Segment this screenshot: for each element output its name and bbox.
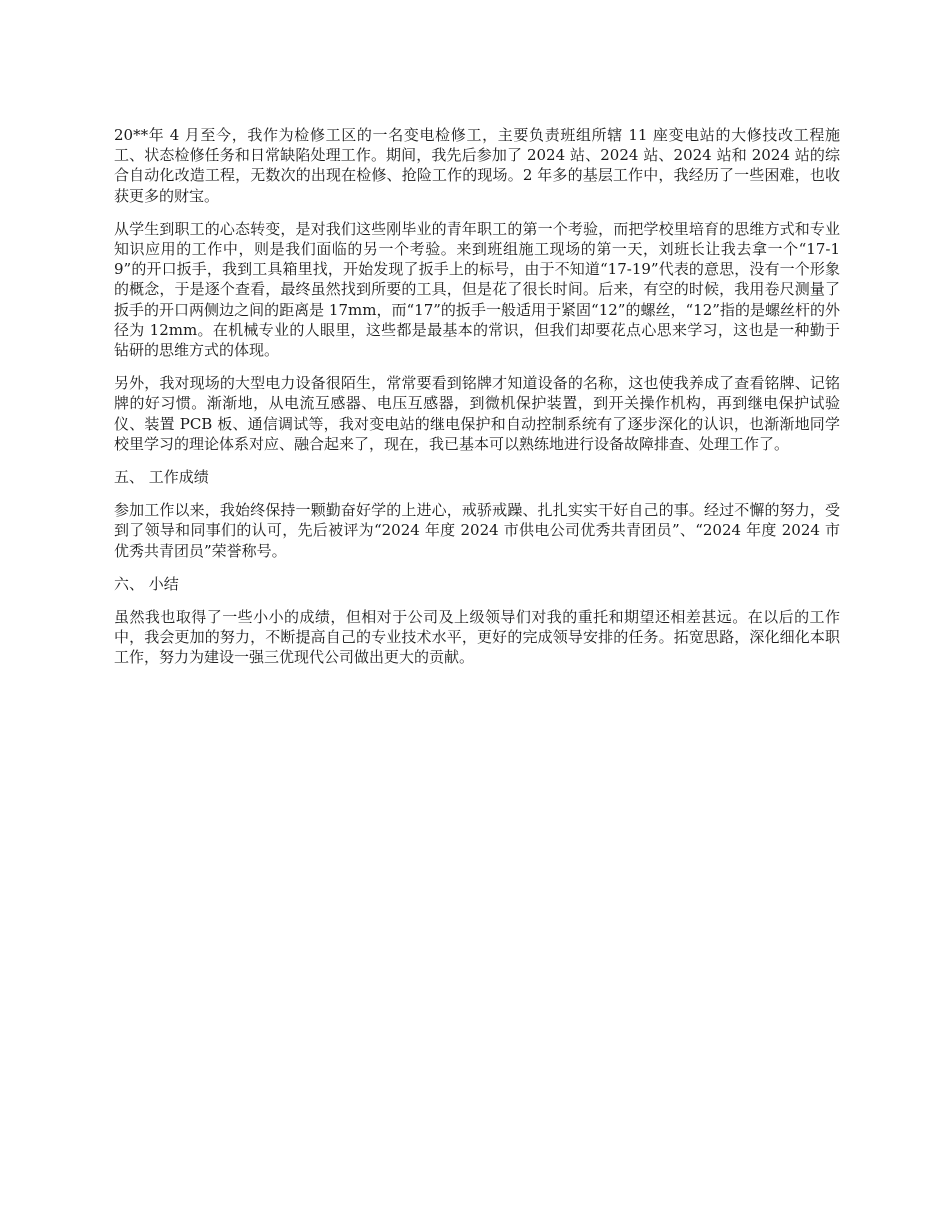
section-heading-achievements: 五、 工作成绩 [114, 468, 209, 487]
paragraph-achievements: 参加工作以来，我始终保持一颗勤奋好学的上进心，戒骄戒躁、扎扎实实干好自己的事。经过不懈的努力，受到了领导和同事们的认可，先后被评为“2024 年度 2024 市供电公司优秀共青团员”、“2024 年度 2024 市优秀共青团员”荣誉称号。 [114, 501, 840, 560]
paragraph-equipment-learning: 另外，我对现场的大型电力设备很陌生，常常要看到铭牌才知道设备的名称，这也使我养成了查看铭牌、记铭牌的好习惯。渐渐地，从电流互感器、电压互感器，到微机保护装置，到开关操作机构，再到继电保护试验仪、装置 PCB 板、通信调试等，我对变电站的继电保护和自动控制系统有了逐步深化的认识，也渐渐地同学校里学习的理论体系对应、融合起来了，现在，我已基本可以熟练地进行设备故障排查、处理工作了。 [114, 374, 840, 453]
paragraph-work-history: 20**年 4 月至今，我作为检修工区的一名变电检修工，主要负责班组所辖 11 座变电站的大修技改工程施工、状态检修任务和日常缺陷处理工作。期间，我先后参加了 2024 站、2024 站、2024 站和 2024 站的综合自动化改造工程，无数次的出现在检修、抢险工作的现场。2 年多的基层工作中，我经历了一些困难，也收获更多的财宝。 [114, 126, 840, 205]
section-heading-summary: 六、 小结 [114, 574, 179, 593]
paragraph-mindset-change: 从学生到职工的心态转变，是对我们这些刚毕业的青年职工的第一个考验，而把学校里培育的思维方式和专业知识应用的工作中，则是我们面临的另一个考验。来到班组施工现场的第一天，刘班长让我去拿一个“17-19”的开口扳手，我到工具箱里找，开始发现了扳手上的标号，由于不知道“17-19”代表的意思，没有一个形象的概念，于是逐个查看，最终虽然找到所要的工具，但是花了很长时间。后来，有空的时候，我用卷尺测量了扳手的开口两侧边之间的距离是 17mm，而“17”的扳手一般适用于紧固“12”的螺丝，“12”指的是螺丝杆的外径为 12mm。在机械专业的人眼里，这些都是最基本的常识，但我们却要花点心思来学习，这也是一种勤于钻研的思维方式的体现。 [114, 219, 840, 360]
document-body [114, 125, 840, 681]
paragraph-summary: 虽然我也取得了一些小小的成绩，但相对于公司及上级领导们对我的重托和期望还相差甚远。在以后的工作中，我会更加的努力，不断提高自己的专业技术水平，更好的完成领导安排的任务。拓宽思路，深化细化本职工作，努力为建设一强三优现代公司做出更大的贡献。 [114, 608, 840, 667]
